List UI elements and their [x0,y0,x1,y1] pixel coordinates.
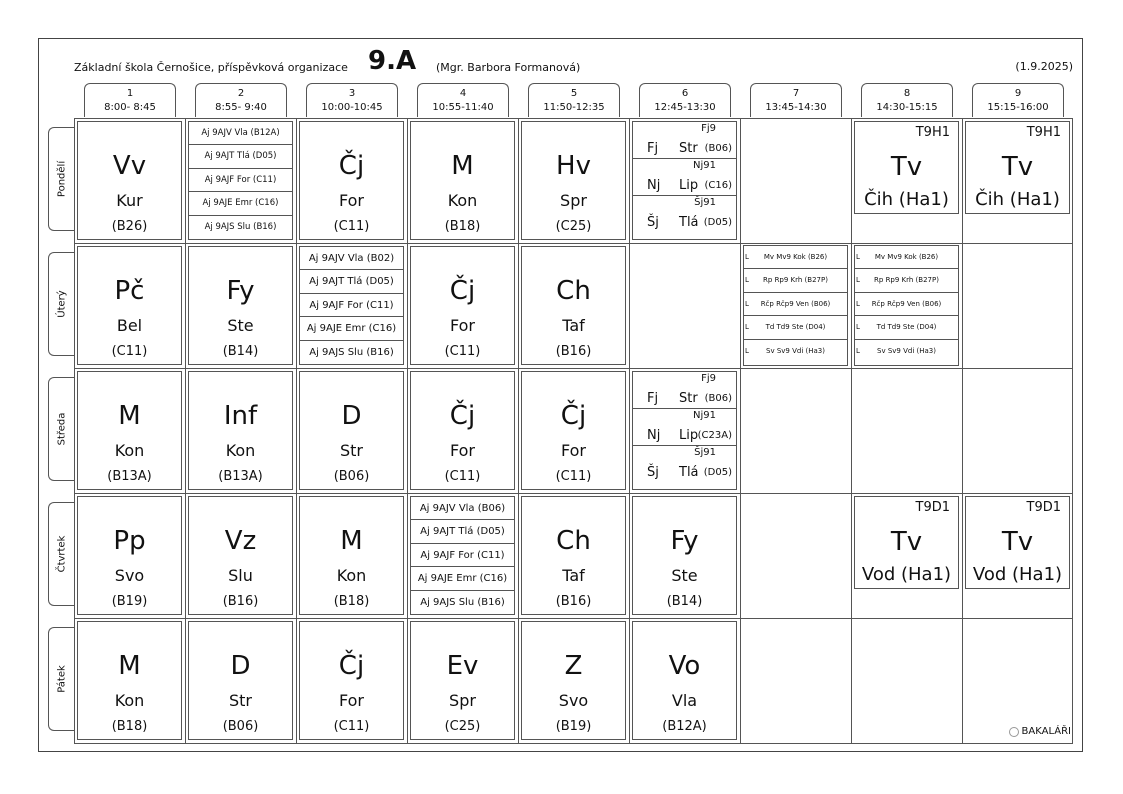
english-group[interactable]: Aj 9AJF For (C11) [411,544,514,567]
elective-marker: L [856,299,860,308]
period-header [84,83,176,117]
lesson-subject: Nj [647,428,661,443]
group-code: Fj9 [701,373,716,384]
period-time: 10:55-11:40 [432,102,494,113]
class-name: 9.A [368,46,417,76]
lesson-teacher: Tlá [679,215,699,230]
elective-marker: L [745,323,749,332]
lesson-cell[interactable] [521,121,626,240]
lesson-cell[interactable] [299,496,404,615]
lesson-room: (C11) [444,344,481,359]
pe-lesson-cell[interactable] [854,496,959,589]
group-code: T9H1 [915,125,950,140]
elective-label: Rčp Rčp9 Ven (B06) [871,299,942,308]
lesson-cell[interactable] [188,246,293,365]
day-name: Pátek [56,665,67,693]
lesson-teacher: Kur [116,191,143,210]
elective-label: Rčp Rčp9 Ven (B06) [760,299,831,308]
bakalari-logo-icon [1009,727,1019,737]
bakalari-brand [1009,726,1071,737]
lesson-teacher: Kon [447,191,478,210]
row-divider [74,243,1073,244]
lesson-teacher-room: Vod (Ha1) [972,564,1063,585]
english-groups-cell[interactable] [188,121,293,240]
lesson-cell[interactable] [77,246,182,365]
lesson-teacher: Str [679,391,698,406]
period-number: 4 [459,88,467,99]
period-header [861,83,953,117]
english-group[interactable]: Aj 9AJE Emr (C16) [300,317,403,340]
period-number: 3 [348,88,356,99]
elective-group[interactable] [744,246,847,269]
lesson-subject: Fj [647,141,659,156]
day-name: Čtvrtek [56,535,67,573]
period-number: 7 [792,88,800,99]
english-group[interactable]: Aj 9AJS Slu (B16) [204,221,277,232]
language-group[interactable] [633,159,736,196]
group-code: Nj91 [693,160,716,171]
col-divider [185,118,186,744]
day-label [48,502,74,606]
lesson-room: (B19) [555,719,592,734]
english-group[interactable]: Aj 9AJF For (C11) [189,169,292,192]
lesson-subject: Inf [223,401,258,431]
lesson-cell[interactable] [632,496,737,615]
period-time: 8:00- 8:45 [104,102,156,113]
lesson-subject: Čj [338,151,365,181]
lesson-cell[interactable] [77,371,182,490]
elective-label: Rp Rp9 Krh (B27P) [874,276,939,285]
col-divider [962,118,963,744]
lesson-room: (B06) [704,393,732,404]
lesson-room: (D05) [703,217,732,228]
lesson-cell[interactable] [410,621,515,740]
lesson-cell[interactable] [521,246,626,365]
lesson-teacher: For [561,441,586,460]
period-number: 9 [1014,88,1022,99]
period-time: 13:45-14:30 [765,102,827,113]
lesson-room: (C25) [444,719,481,734]
lesson-room: (B06) [333,469,370,484]
lesson-teacher: For [450,316,475,335]
lesson-room: (B12A) [662,719,707,734]
lesson-teacher-room: Čih (Ha1) [975,189,1060,210]
period-number: 2 [237,88,245,99]
lesson-room: (B13A) [107,469,152,484]
lesson-subject: Čj [338,651,365,681]
lesson-subject: M [118,401,141,431]
lesson-cell[interactable] [632,621,737,740]
group-code: Fj9 [701,123,716,134]
group-code: Nj91 [693,410,716,421]
lesson-room: (B26) [111,219,148,234]
lesson-teacher: For [339,191,364,210]
lesson-teacher: Svo [558,691,589,710]
lesson-subject: D [230,651,251,681]
col-divider [518,118,519,744]
col-divider [740,118,741,744]
lesson-teacher: Str [679,141,698,156]
elective-group[interactable] [855,246,958,269]
lesson-teacher: Spr [449,691,476,710]
lesson-cell[interactable] [77,621,182,740]
lesson-cell[interactable] [188,621,293,740]
lesson-room: (C11) [333,719,370,734]
elective-marker: L [856,276,860,285]
lesson-teacher: Tlá [679,465,699,480]
day-name: Úterý [56,290,67,318]
lesson-subject: Z [564,651,583,681]
elective-marker: L [745,299,749,308]
period-time: 14:30-15:15 [876,102,938,113]
language-groups-cell[interactable] [632,121,737,240]
lesson-subject: Čj [449,401,476,431]
lesson-room: (D05) [703,467,732,478]
lesson-room: (B13A) [218,469,263,484]
lesson-subject: Tv [890,152,923,182]
lesson-subject: M [340,526,363,556]
lesson-teacher: Spr [560,191,587,210]
lesson-teacher: Ste [671,566,698,585]
elective-groups-cell[interactable] [854,245,959,366]
lesson-subject: Ev [446,651,479,681]
language-groups-cell[interactable] [632,371,737,490]
lesson-subject: Tv [1001,527,1034,557]
lesson-subject: Fy [226,276,255,306]
elective-label: Mv Mv9 Kok (B26) [763,253,828,261]
lesson-room: (B06) [704,143,732,154]
lesson-cell[interactable] [521,621,626,740]
period-header [750,83,842,117]
elective-group[interactable] [744,316,847,339]
lesson-teacher: Ste [227,316,254,335]
period-header [417,83,509,117]
period-time: 10:00-10:45 [321,102,383,113]
english-group[interactable]: Aj 9AJV Vla (B02) [300,247,403,270]
lesson-cell[interactable] [521,496,626,615]
lesson-room: (C11) [444,469,481,484]
english-group[interactable]: Aj 9AJT Tlá (D05) [411,520,514,543]
elective-group[interactable] [855,340,958,363]
period-header [195,83,287,117]
day-name: Pondělí [56,160,67,198]
lesson-subject: Šj [647,465,659,480]
lesson-subject: D [341,401,362,431]
english-group[interactable]: Aj 9AJF For (C11) [300,294,403,317]
day-label [48,252,74,356]
group-code: T9D1 [915,500,950,515]
day-label [48,377,74,481]
elective-group[interactable] [744,269,847,292]
period-time: 11:50-12:35 [543,102,605,113]
period-time: 15:15-16:00 [987,102,1049,113]
col-divider [407,118,408,744]
lesson-room: (C11) [555,469,592,484]
row-divider [74,493,1073,494]
lesson-teacher-room: Čih (Ha1) [864,189,949,210]
lesson-subject: Hv [556,151,591,181]
elective-group[interactable] [855,316,958,339]
lesson-subject: Tv [1001,152,1034,182]
lesson-room: (C11) [333,219,370,234]
elective-label: Mv Mv9 Kok (B26) [874,253,939,261]
elective-group[interactable] [855,269,958,292]
language-group[interactable] [633,409,736,446]
lesson-teacher: For [450,441,475,460]
elective-marker: L [745,253,749,261]
lesson-subject: Nj [647,178,661,193]
lesson-room: (B18) [444,219,481,234]
period-time: 8:55- 9:40 [215,102,267,113]
school-name: Základní škola Černošice, příspěvková organizace [74,61,348,74]
english-group[interactable]: Aj 9AJS Slu (B16) [309,346,394,358]
lesson-teacher: Slu [228,566,253,585]
lesson-room: (C11) [111,344,148,359]
lesson-room: (B14) [666,594,703,609]
lesson-teacher: Taf [562,566,585,585]
lesson-cell[interactable] [299,371,404,490]
elective-marker: L [856,346,860,355]
lesson-room: (B06) [222,719,259,734]
english-group[interactable]: Aj 9AJS Slu (B16) [420,596,505,608]
elective-marker: L [745,276,749,285]
english-group[interactable]: Aj 9AJE Emr (C16) [411,567,514,590]
lesson-cell[interactable] [188,496,293,615]
lesson-subject: Pč [114,276,145,306]
col-divider [629,118,630,744]
elective-group[interactable] [744,340,847,363]
period-header [972,83,1064,117]
lesson-cell[interactable] [521,371,626,490]
lesson-room: (B18) [333,594,370,609]
lesson-subject: Vo [668,651,701,681]
col-divider [296,118,297,744]
elective-marker: L [745,346,749,355]
period-number: 5 [570,88,578,99]
col-divider [851,118,852,744]
elective-label: Td Td9 Ste (D04) [765,323,826,332]
lesson-teacher: Str [228,691,252,710]
group-code: Šj91 [694,197,716,208]
lesson-teacher: Kon [114,441,145,460]
elective-label: Sv Sv9 Vdi (Ha3) [877,346,936,355]
language-group[interactable] [633,196,736,233]
elective-group[interactable] [855,293,958,316]
language-group[interactable] [633,122,736,159]
english-group[interactable]: Aj 9AJT Tlá (D05) [300,270,403,293]
period-header [639,83,731,117]
period-number: 8 [903,88,911,99]
lesson-subject: Vz [224,526,257,556]
lesson-cell[interactable] [410,371,515,490]
english-groups-cell[interactable] [410,496,515,615]
lesson-room: (B16) [555,594,592,609]
lesson-teacher: Bel [116,316,143,335]
lesson-teacher: Str [339,441,363,460]
lesson-subject: Pp [113,526,146,556]
elective-label: Rp Rp9 Krh (B27P) [763,276,828,285]
english-groups-cell[interactable] [299,246,404,365]
elective-group[interactable] [744,293,847,316]
lesson-subject: Šj [647,215,659,230]
lesson-subject: M [118,651,141,681]
english-group[interactable]: Aj 9AJE Emr (C16) [189,192,292,215]
row-divider [74,618,1073,619]
english-group[interactable]: Aj 9AJV Vla (B06) [411,497,514,520]
elective-label: Sv Sv9 Vdi (Ha3) [766,346,825,355]
pe-lesson-cell[interactable] [854,121,959,214]
period-time: 12:45-13:30 [654,102,716,113]
period-number: 1 [126,88,134,99]
lesson-cell[interactable] [410,121,515,240]
lesson-room: (C25) [555,219,592,234]
period-number: 6 [681,88,689,99]
lesson-room: (B16) [222,594,259,609]
elective-marker: L [856,323,860,332]
lesson-room: (C23A) [697,430,732,441]
lesson-room: (B19) [111,594,148,609]
english-group[interactable]: Aj 9AJT Tlá (D05) [189,145,292,168]
row-divider [74,368,1073,369]
day-label [48,127,74,231]
lesson-subject: Ch [556,276,591,306]
period-header [528,83,620,117]
language-group[interactable] [633,372,736,409]
lesson-teacher: Vla [671,691,698,710]
lesson-subject: M [451,151,474,181]
group-code: T9H1 [1026,125,1061,140]
lesson-subject: Vv [112,151,147,181]
lesson-subject: Čj [560,401,587,431]
english-group[interactable]: Aj 9AJV Vla (B12A) [189,122,292,145]
lesson-cell[interactable] [77,121,182,240]
group-code: Šj91 [694,447,716,458]
day-label [48,627,74,731]
lesson-subject: Čj [449,276,476,306]
elective-label: Td Td9 Ste (D04) [876,323,937,332]
lesson-cell[interactable] [410,246,515,365]
lesson-teacher: For [339,691,364,710]
lesson-room: (B16) [555,344,592,359]
period-header [306,83,398,117]
lesson-subject: Fj [647,391,659,406]
lesson-subject: Tv [890,527,923,557]
lesson-subject: Fy [670,526,699,556]
lesson-teacher: Kon [114,691,145,710]
timetable-date: (1.9.2025) [1015,60,1073,73]
day-name: Středa [56,412,67,446]
pe-lesson-cell[interactable] [965,496,1070,589]
brand-label: BAKALÁŘI [1021,726,1071,737]
lesson-teacher: Lip [679,428,699,443]
lesson-teacher: Lip [679,178,699,193]
lesson-teacher: Taf [562,316,585,335]
lesson-room: (B18) [111,719,148,734]
elective-groups-cell[interactable] [743,245,848,366]
lesson-teacher-room: Vod (Ha1) [861,564,952,585]
lesson-teacher: Kon [225,441,256,460]
pe-lesson-cell[interactable] [965,121,1070,214]
lesson-cell[interactable] [77,496,182,615]
lesson-subject: Ch [556,526,591,556]
lesson-teacher: Svo [114,566,145,585]
lesson-cell[interactable] [188,371,293,490]
class-teacher: (Mgr. Barbora Formanová) [436,61,581,74]
lesson-room: (C16) [704,180,732,191]
language-group[interactable] [633,446,736,483]
lesson-cell[interactable] [299,121,404,240]
lesson-cell[interactable] [299,621,404,740]
group-code: T9D1 [1026,500,1061,515]
lesson-teacher: Kon [336,566,367,585]
lesson-room: (B14) [222,344,259,359]
elective-marker: L [856,253,860,261]
